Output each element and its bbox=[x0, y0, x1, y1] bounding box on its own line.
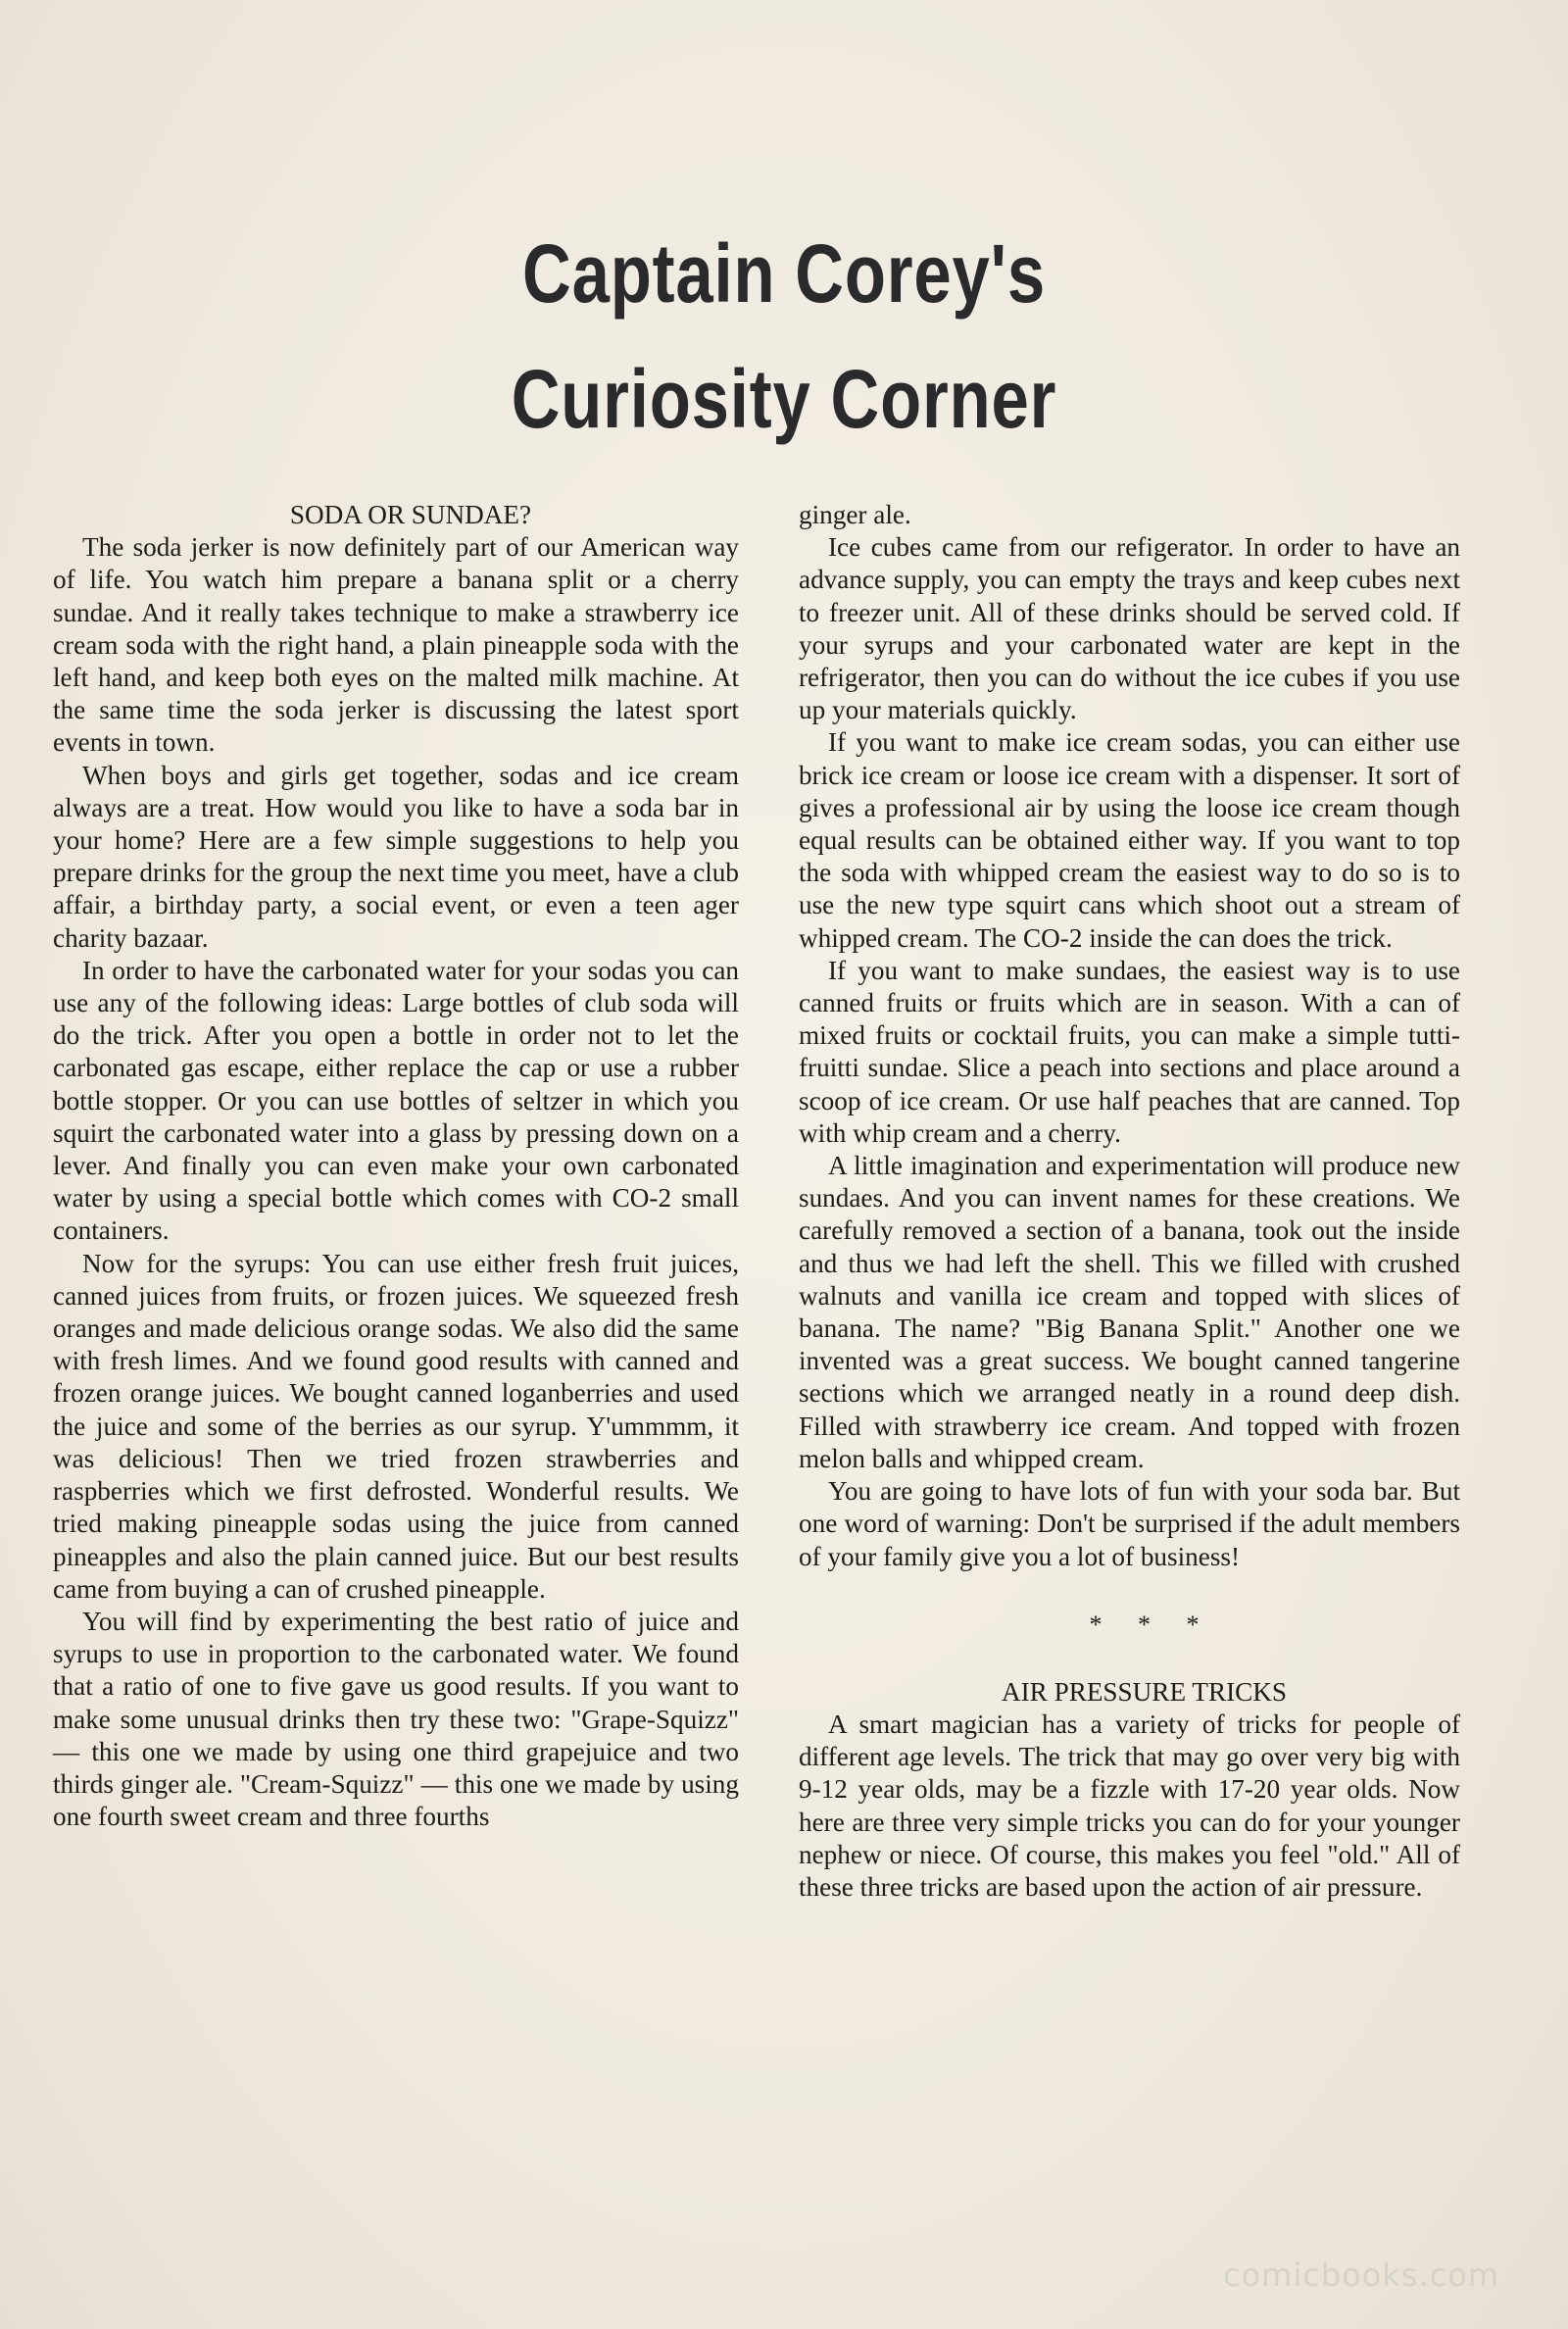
right-column bbox=[799, 499, 1460, 1904]
watermark: comicbooks.com bbox=[1222, 2256, 1499, 2294]
section-heading-air-pressure: AIR PRESSURE TRICKS bbox=[1001, 1676, 1288, 1707]
paragraph: Ice cubes came from our refigerator. In order to have an advance supply, you can empty the trays and keep cubes next to freezer unit. All of these drinks should be served cold. If your syrups and your carbonated water are kept in the refrigerator, then you can do without the ice cubes if you use up your materials quickly. bbox=[799, 532, 1460, 725]
paragraph: Now for the syrups: You can use either fresh fruit juices, canned juices from fruits, or frozen juices. We squeezed fresh oranges and made delicious orange sodas. We also did the same with fresh limes. And we found good results with canned and frozen orange juices. We bought canned loganberries and used the juice and some of the berries as our syrup. Y'ummmm, it was delicious! Then we tried frozen strawberries and raspberries which we first defrosted. Wonderful results. We tried making pineapple sodas using the juice from canned pineapples and also the plain canned juice. But our best results came from buying a can of crushed pineapple. bbox=[53, 1248, 739, 1604]
paragraph: If you want to make sundaes, the easiest way is to use canned fruits or fruits which are in season. With a can of mixed fruits or cocktail fruits, you can make a simple tutti-fruitti sundae. Slice a peach into sections and place around a scoop of ice cream. Or use half peaches that are canned. Top with whip cream and a cherry. bbox=[799, 955, 1460, 1148]
left-column bbox=[53, 499, 739, 1833]
paragraph: You will find by experimenting the best ratio of juice and syrups to use in proportion to the carbonated water. We found that a ratio of one to five gave us good results. If you want to make some unusual drinks then try these two: "Grape-Squizz" — this one we made by using one third grapejuice and two thirds ginger ale. "Cream-Squizz" — this one we made by using one fourth sweet cream and three fourths bbox=[53, 1606, 739, 1832]
section-separator: * * * bbox=[1089, 1610, 1200, 1639]
paragraph: The soda jerker is now definitely part of our American way of life. You watch him prepare a banana split or a cherry sundae. And it really takes technique to make a strawberry ice cream soda with the right hand, a plain pineapple soda with the left hand, and keep both eyes on the malted milk machine. At the same time the soda jerker is discussing the latest sport events in town. bbox=[53, 532, 739, 758]
title-line-2: Curiosity Corner bbox=[511, 353, 1057, 445]
paragraph: When boys and girls get together, sodas and ice cream always are a treat. How would you like to have a soda bar in your home? Here are a few simple suggestions to help you prepare drinks for the group the next time you meet, have a club affair, a birthday party, a social event, or even a teen ager charity bazaar. bbox=[53, 760, 739, 953]
paragraph: In order to have the carbonated water for your sodas you can use any of the following ideas: Large bottles of club soda will do the trick. After you open a bottle in order not to let the carbonated gas escape, either replace the cap or use a rubber bottle stopper. Or you can use bottles of seltzer in which you squirt the carbonated water into a glass by pressing down on a lever. And finally you can even make your own carbonated water by using a special bottle which comes with CO-2 small containers. bbox=[53, 955, 739, 1246]
paragraph: If you want to make ice cream sodas, you can either use brick ice cream or loose ice cream with a dispenser. It sort of gives a professional air by using the loose ice cream though equal results can be obtained either way. If you want to top the soda with whipped cream the easiest way to do so is to use the new type squirt cans which shoot out a stream of whipped cream. The CO-2 inside the can does the trick. bbox=[799, 727, 1460, 953]
page-title bbox=[141, 211, 1427, 462]
paragraph-continuation: ginger ale. bbox=[799, 500, 911, 529]
paragraph: A little imagination and experimentation will produce new sundaes. And you can invent names for these creations. We carefully removed a section of a banana, took out the inside and thus we had left the shell. This we filled with crushed walnuts and vanilla ice cream and topped with slices of banana. The name? "Big Banana Split." Another one we invented was a great success. We bought canned tangerine sections which we arranged neatly in a round deep dish. Filled with strawberry ice cream. And topped with frozen melon balls and whipped cream. bbox=[799, 1151, 1460, 1473]
section-heading-soda: SODA OR SUNDAE? bbox=[289, 500, 532, 529]
paragraph: You are going to have lots of fun with your soda bar. But one word of warning: Don't be surprised if the adult members of your family give you a lot of business! bbox=[799, 1476, 1460, 1571]
paragraph: A smart magician has a variety of tricks for people of different age levels. The trick that may go over very big with 9-12 year olds, may be a fizzle with 17-20 year olds. Now here are three very simple tricks you can do for your younger nephew or niece. Of course, this makes you feel "old." All of these three tricks are based upon the action of air pressure. bbox=[799, 1709, 1460, 1902]
title-line-1: Captain Corey's bbox=[522, 227, 1046, 320]
